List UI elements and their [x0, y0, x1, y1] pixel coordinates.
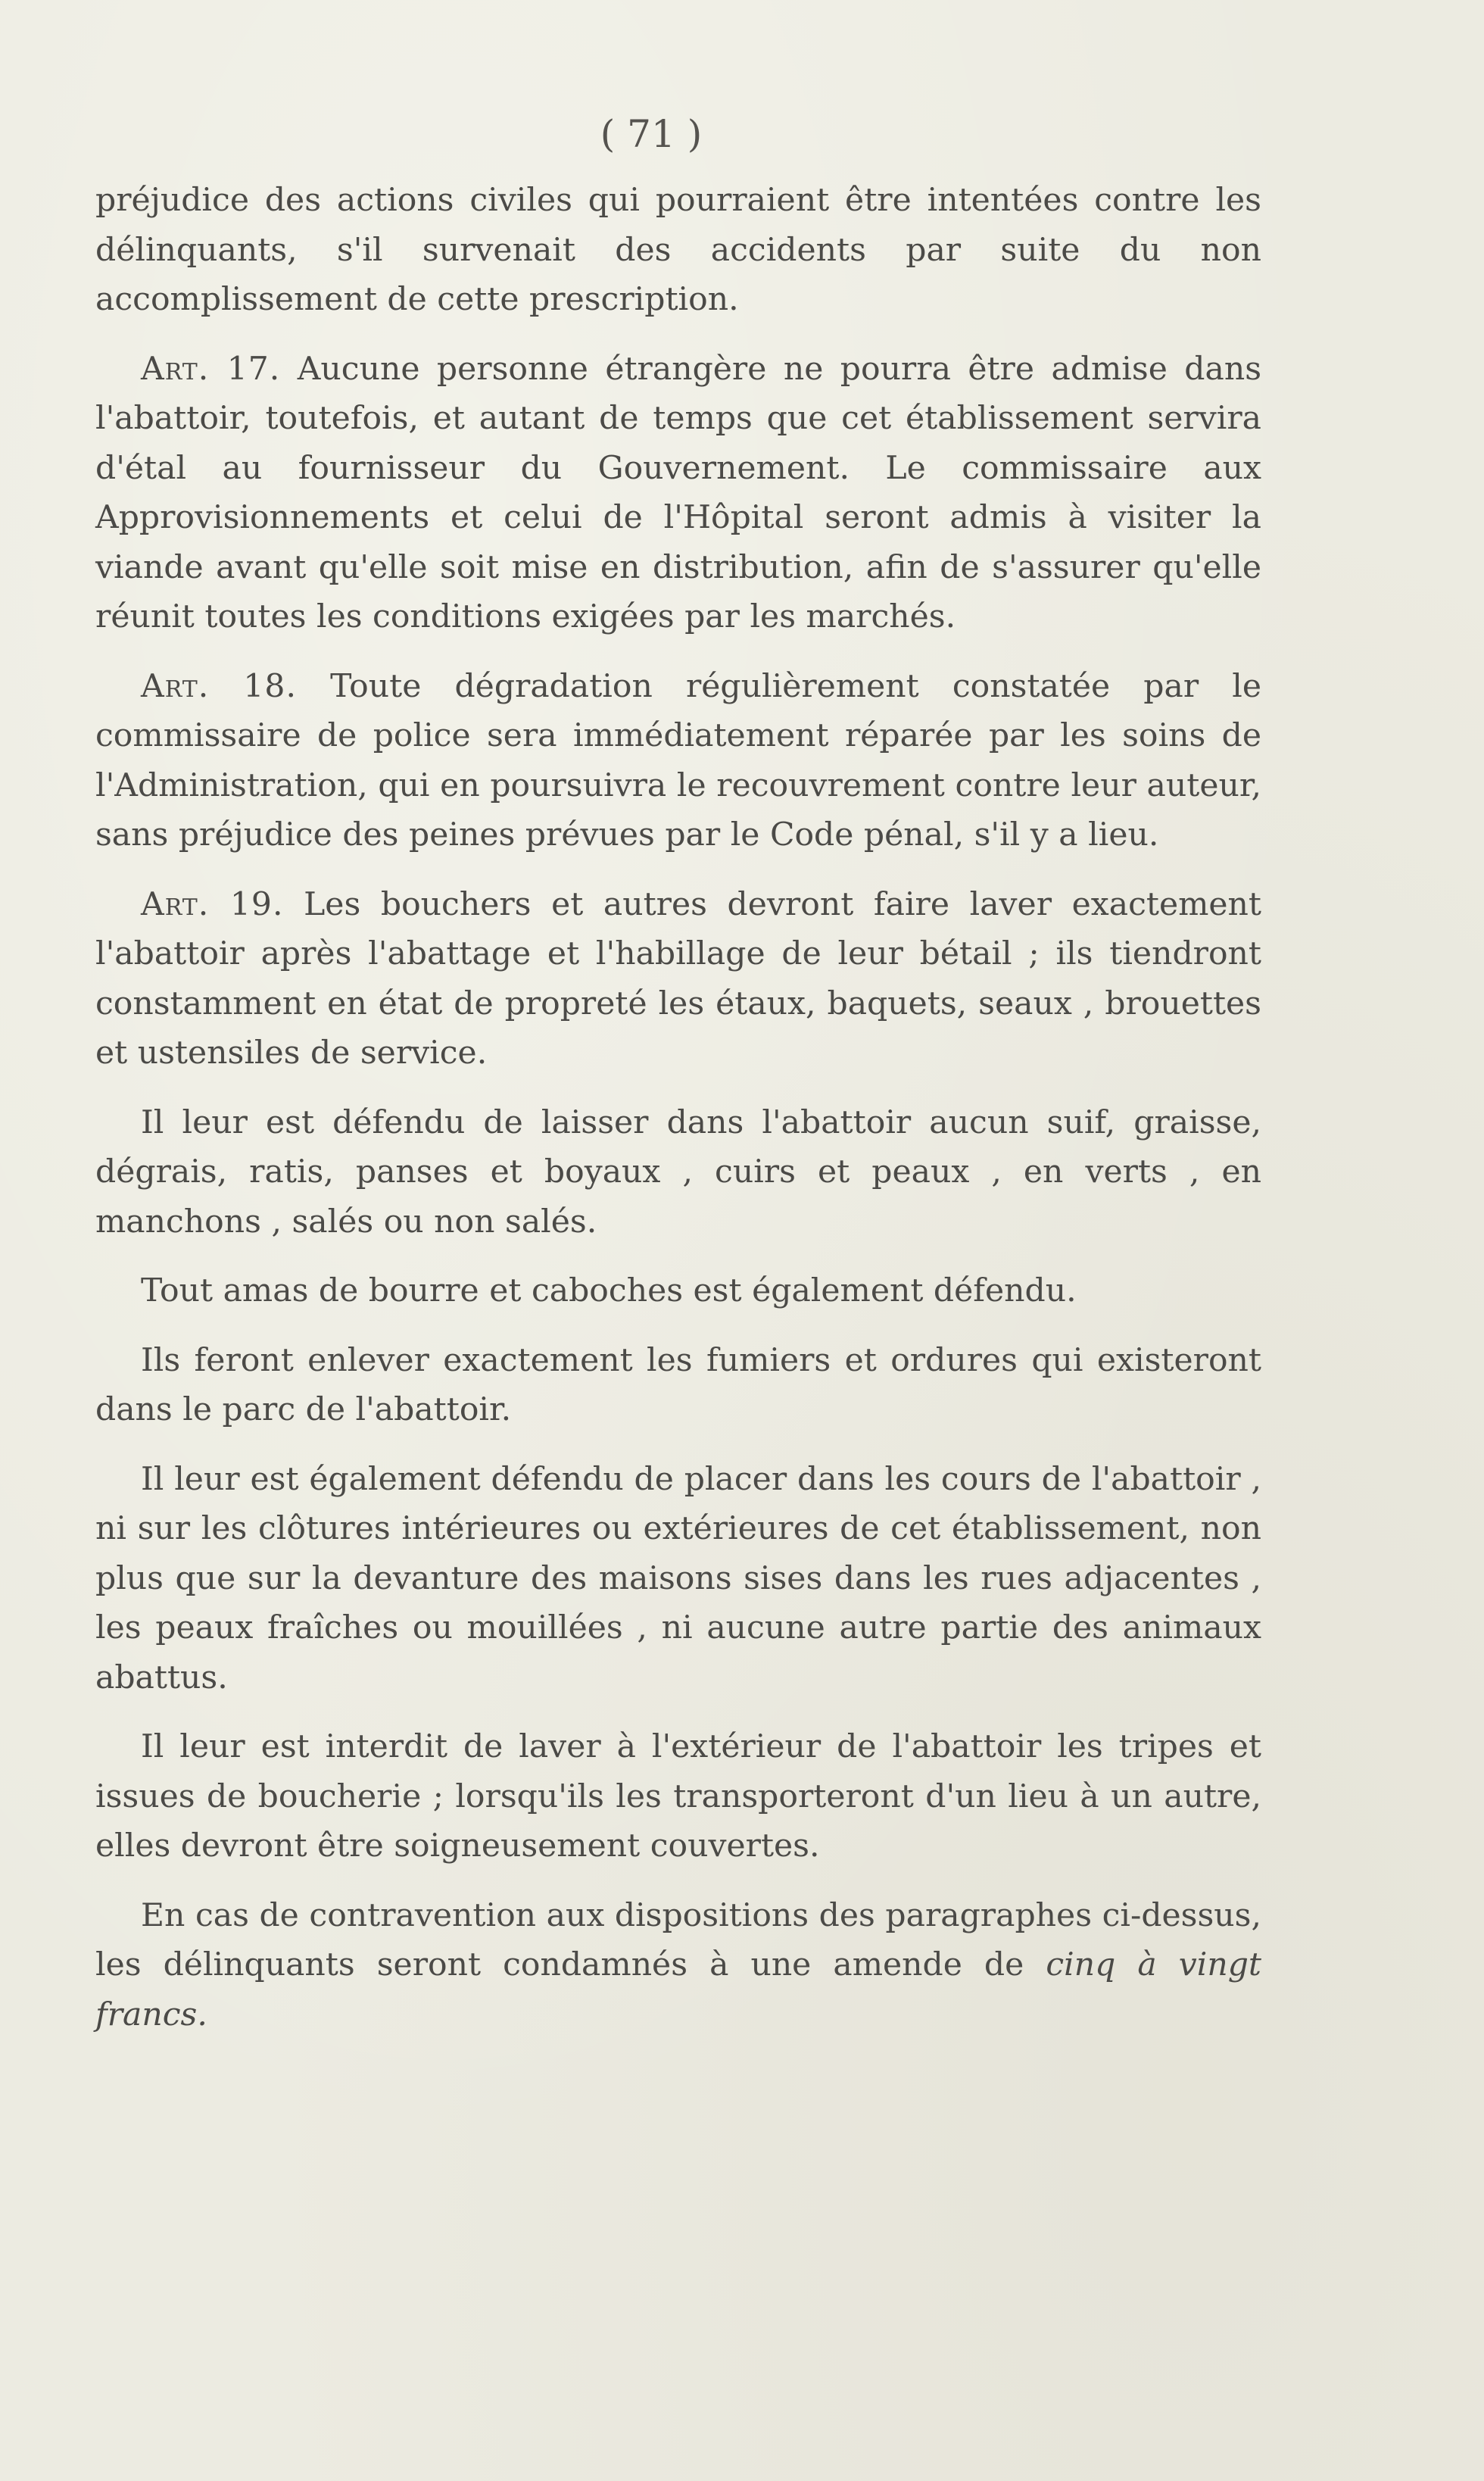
paragraph-bourre: Tout amas de bourre et caboches est également défendu. — [141, 1272, 1077, 1309]
article-18-text: Toute dégradation régulièrement constatée par le commissaire de police sera immédiatement réparée par les soins de l'Administration, qui en poursuivra le recouvrement contre leur auteur, sans préjudice des peines prévues par le Code pénal, s'il y a lieu. — [95, 667, 1262, 854]
article-17-label: Art. 17. — [141, 350, 281, 388]
paragraph-amende — [95, 1891, 1261, 2040]
article-text — [95, 176, 1261, 2059]
page-number: ( 71 ) — [600, 112, 703, 156]
article-19-label: Art. 19. — [141, 885, 284, 923]
article-18-label: Art. 18. — [141, 667, 297, 705]
amende-amount: cinq à vingt francs. — [95, 1946, 1261, 2033]
amende-text: En cas de contravention aux dispositions des paragraphes ci-dessus, les délinquants seront condamnés à une amende de — [95, 1896, 1261, 1983]
article-19-text: Les bouchers et autres devront faire laver exactement l'abattoir après l'abattage et l'habillage de leur bétail ; ils tiendront constamment en état de propreté les étaux, baquets, seaux , brouettes et ustensiles de service. — [95, 885, 1262, 1072]
article-17 — [95, 345, 1261, 642]
article-19 — [95, 880, 1261, 1078]
paragraph-suif: Il leur est défendu de laisser dans l'abattoir aucun suif, graisse, dégrais, ratis, panses et boyaux , cuirs et peaux , en verts , en manchons , salés ou non salés. — [95, 1103, 1261, 1240]
article-18 — [95, 662, 1261, 860]
paragraph-peaux: Il leur est également défendu de placer dans les cours de l'abattoir , ni sur les clôtures intérieures ou extérieures de cet établissement, non plus que sur la devanture des maisons sises dans les rues adjacentes , les peaux fraîches ou mouillées , ni aucune autre partie des animaux abattus. — [95, 1460, 1261, 1696]
paragraph-fumiers: Ils feront enlever exactement les fumiers et ordures qui existeront dans le parc de l'abattoir. — [95, 1341, 1261, 1428]
article-17-text: Aucune personne étrangère ne pourra être admise dans l'abattoir, toutefois, et autant de temps que cet établissement servira d'étal au fournisseur du Gouvernement. Le commissaire aux Approvisionnements et celui de l'Hôpital seront admis à visiter la viande avant qu'elle soit mise en distribution, afin de s'assurer qu'elle réunit toutes les conditions exigées par les marchés. — [95, 350, 1262, 635]
paragraph-tripes: Il leur est interdit de laver à l'extérieur de l'abattoir les tripes et issues de boucherie ; lorsqu'ils les transporteront d'un lieu à un autre, elles devront être soigneusement couvertes. — [95, 1728, 1261, 1865]
paragraph-continuation: préjudice des actions civiles qui pourraient être intentées contre les délinquants, s'il survenait des accidents par suite du non accomplissement de cette prescription. — [95, 182, 1261, 318]
